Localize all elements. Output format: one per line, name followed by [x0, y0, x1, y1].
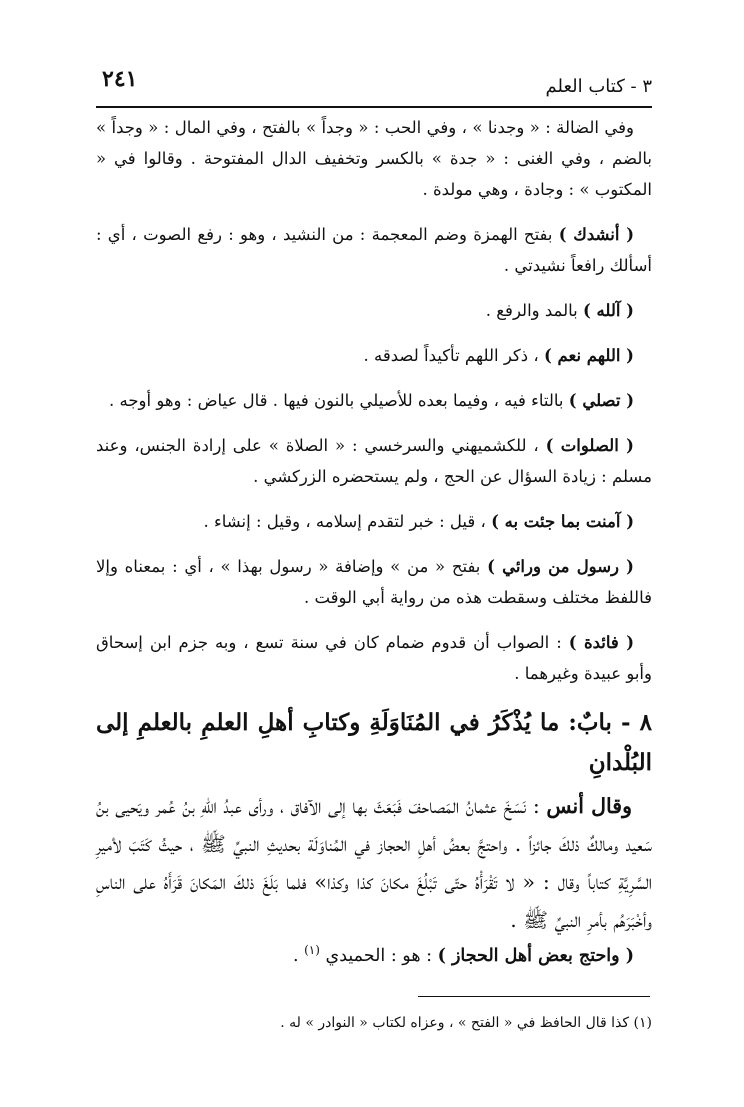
- running-title: ٣ - كتاب العلم: [545, 76, 652, 97]
- page-number: ٢٤١: [102, 66, 138, 92]
- term: ( فائدة ): [568, 633, 634, 652]
- paragraph-allahumma: [96, 340, 652, 371]
- term: ( تصلي ): [568, 391, 634, 410]
- term: ( واحتج بعض أهل الحجاز ): [437, 946, 634, 966]
- page-header: [96, 60, 652, 108]
- paragraph-text: .: [292, 946, 305, 966]
- footnote-ref[interactable]: (١): [304, 943, 320, 958]
- hadith-text: [96, 787, 652, 939]
- term: ( آمنت بما جئت به ): [491, 512, 634, 531]
- paragraph-faida: [96, 627, 652, 689]
- paragraph-ihtajja: [96, 941, 652, 972]
- paragraph-text: ، قيل : خبر لتقدم إسلامه ، وقيل : إنشاء .: [203, 512, 492, 531]
- paragraph-text: : هو : الحميدي: [319, 946, 438, 966]
- paragraph-tusalli: [96, 385, 652, 416]
- page-body: [96, 112, 652, 986]
- term: ( آلله ): [582, 301, 634, 320]
- paragraph-text: بالمد والرفع .: [485, 301, 583, 320]
- paragraph-text: وفي الضالة : « وجدنا » ، وفي الحب : « وجداً » بالفتح ، وفي المال : « وجداً » بالضم ، وفي الغنى : « جدة » بالكسر وتخفيف الدال المفتوحة . وقالوا في « المكتوب » : وجادة ، وهي مولدة .: [96, 118, 652, 199]
- paragraph-wajd: [96, 112, 652, 205]
- paragraph-allah: [96, 295, 652, 326]
- paragraph-text: ، ذكر اللهم تأكيداً لصدقه .: [363, 346, 544, 365]
- paragraph-salawat: [96, 430, 652, 492]
- paragraph-anshuduk: [96, 219, 652, 281]
- paragraph-text: بفتح « من » وإضافة « رسول بهذا » ، أي : بمعناه وإلا فاللفظ مختلف وسقطت هذه من رواية أبي الوقت .: [96, 557, 652, 607]
- footnote-divider: [418, 996, 650, 997]
- term: ( رسول من ورائي ): [487, 557, 634, 576]
- footnote: (١) كذا قال الحافظ في « الفتح » ، وعزاه لكتاب « النوادر » له .: [280, 1015, 652, 1031]
- paragraph-text: ، للكشميهني والسرخسي : « الصلاة » على إرادة الجنس، وعند مسلم : زيادة السؤال عن الحج ، ولم يستحضره الزركشي .: [96, 436, 652, 486]
- term: ( اللهم نعم ): [543, 346, 634, 365]
- term: ( الصلوات ): [545, 436, 634, 455]
- paragraph-text: بفتح الهمزة وضم المعجمة : من النشيد ، وهو : رفع الصوت ، أي : أسألك رافعاً نشيدتي .: [96, 225, 652, 275]
- paragraph-text: بالتاء فيه ، وفيما بعده للأصيلي بالنون فيها . قال عياض : وهو أوجه .: [109, 391, 569, 410]
- paragraph-text: : نَسَخَ عثمانُ المَصاحفَ فَبَعَثَ بها إلى الآفاق ، ورأى عبدُ اللهِ بنُ عُمر ويَحيى بنُ سَعيد ومالكٌ ذلكَ جائزاً . واحتجَّ بعضُ أهلِ الحجاز في المُناوَلَة بحديثِ النبيِّ ﷺ ، حيثُ كَتَبَ لأميرِ السَّرِيَّةِ كتاباً وقال : « لا تَقْرَأْهُ حتّى تَبْلُغَ مكانَ كذا وكذا» فلما بَلَغَ ذلكَ المَكانَ قَرَأَهُ على الناسِ وأخْبَرَهُم بأمرِ النبيِّ ﷺ .: [96, 794, 652, 932]
- paragraph-rasul: [96, 551, 652, 613]
- paragraph-amantu: [96, 506, 652, 537]
- term: وقال أنس: [546, 794, 632, 818]
- term: ( أنشدك ): [558, 225, 634, 244]
- paragraph-text: : الصواب أن قدوم ضمام كان في سنة تسع ، وبه جزم ابن إسحاق وأبو عبيدة وغيرهما .: [96, 633, 652, 683]
- chapter-heading: ٨ - بابٌ: ما يُذْكَرُ في المُنَاوَلَةِ وكتابِ أهلِ العلمِ بالعلمِ إلى البُلْدانِ: [96, 709, 652, 776]
